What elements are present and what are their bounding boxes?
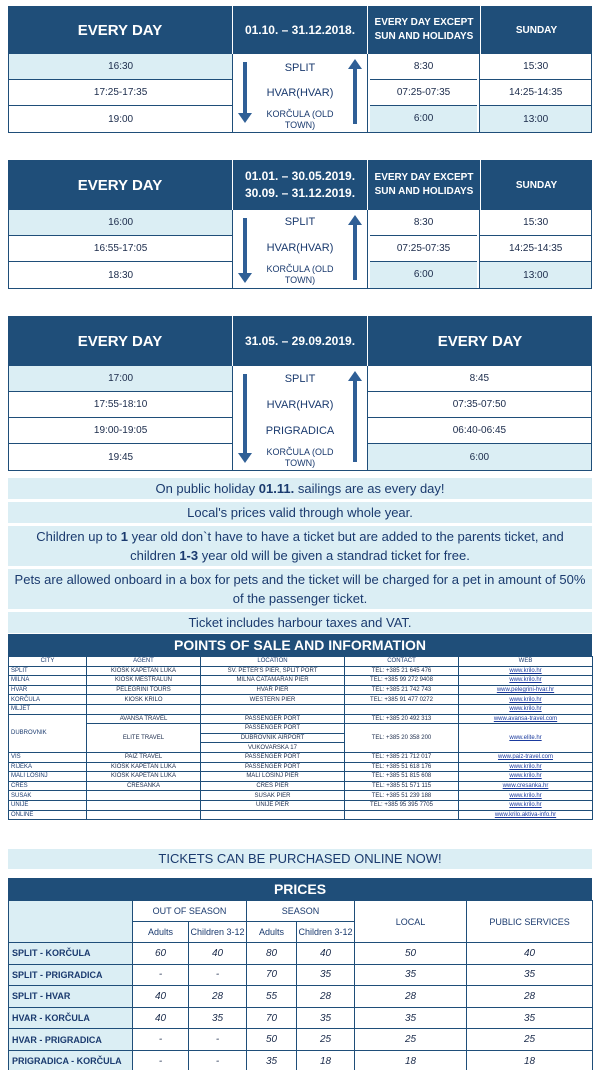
pets-note: Pets are allowed onboard in a box for pets and the ticket will be charged for a pet in amount of 50% of the passenger ticket. [8, 569, 592, 609]
up-arrow-icon [353, 224, 357, 280]
price-cell: - [189, 1050, 247, 1070]
city-cell: KORČULA [9, 695, 87, 705]
contact-cell: TEL: +385 21 742 743 [345, 685, 459, 695]
city-cell: MILNA [9, 676, 87, 686]
stop-name: KORČULA (OLD TOWN) [266, 264, 334, 285]
web-link[interactable]: www.krilo.hr [459, 695, 593, 705]
column-header: AGENT [87, 657, 201, 667]
return-time: 14:25-14:35 [480, 80, 591, 106]
price-cell: 55 [247, 986, 297, 1008]
location-cell [201, 810, 345, 820]
header-dates [233, 160, 368, 210]
web-link[interactable]: www.krilo.hr [459, 800, 593, 810]
agent-cell: KIOSK KRILO [87, 695, 201, 705]
agent-cell: KIOSK KAPETAN LUKA [87, 762, 201, 772]
price-cell: 28 [467, 986, 593, 1008]
header-every-day-return: EVERY DAY [368, 316, 592, 366]
route-name: HVAR - KORČULA [9, 1007, 133, 1029]
stop-name: SPLIT [284, 62, 316, 74]
location-cell: UNIJE PIER [201, 800, 345, 810]
price-cell: 18 [355, 1050, 467, 1070]
table-row [9, 810, 593, 820]
price-cell: 18 [297, 1050, 355, 1070]
city-cell: VIS [9, 752, 87, 762]
note-text: Children up to [36, 529, 121, 544]
contact-cell: TEL: +385 91 477 0272 [345, 695, 459, 705]
location-cell: SUSAK PIER [201, 791, 345, 801]
return-time: 07:25-07:35 [370, 236, 478, 262]
age-value: 1-3 [179, 548, 199, 563]
note-text: On public holiday [155, 481, 259, 496]
return-time: 14:25-14:35 [480, 236, 591, 262]
departure-time: 16:00 [9, 210, 232, 236]
table-row [9, 695, 593, 705]
stop-name: PRIGRADICA [265, 425, 335, 437]
route-name: PRIGRADICA - KORČULA [9, 1050, 133, 1070]
price-cell: 40 [133, 986, 189, 1008]
stop-name: KORČULA (OLD TOWN) [266, 447, 334, 468]
location-cell [201, 704, 345, 714]
note-text: year old don`t have to have a ticket but are added to the parents ticket, and children [128, 529, 564, 563]
schedule-block-1 [8, 6, 592, 133]
price-cell: 25 [467, 1029, 593, 1051]
return-time: 8:30 [370, 54, 478, 80]
location-cell: PASSENGER PORT [201, 714, 345, 724]
departure-time: 19:00-19:05 [9, 418, 232, 444]
children-note [8, 526, 592, 566]
location-cell: VUKOVARSKA 17 [201, 743, 345, 753]
web-link[interactable]: www.krilo.hr [459, 762, 593, 772]
header-dates: 31.05. – 29.09.2019. [233, 316, 368, 366]
location-cell: CRES PIER [201, 781, 345, 791]
agent-cell: PAIZ TRAVEL [87, 752, 201, 762]
contact-cell: TEL: +385 21 712 017 [345, 752, 459, 762]
price-row [9, 1050, 593, 1070]
city-cell: SUSAK [9, 791, 87, 801]
header-sunday: SUNDAY [481, 160, 592, 210]
web-link[interactable]: www.avansa-travel.com [459, 714, 593, 724]
agent-cell: KIOSK MEŠTRALUN [87, 676, 201, 686]
route-name: HVAR - PRIGRADICA [9, 1029, 133, 1051]
contact-cell: TEL: +385 51 239 188 [345, 791, 459, 801]
price-cell: 25 [297, 1029, 355, 1051]
agent-cell [87, 704, 201, 714]
holiday-date: 01.11. [258, 481, 295, 496]
web-link[interactable]: www.elite.hr [459, 724, 593, 753]
price-cell: - [133, 1029, 189, 1051]
web-link[interactable]: www.krilo.hr [459, 676, 593, 686]
price-row [9, 943, 593, 965]
price-cell: 35 [355, 1007, 467, 1029]
price-cell: 35 [189, 1007, 247, 1029]
note-text: year old will be given a standrad ticket for free. [198, 548, 470, 563]
price-cell: 28 [355, 986, 467, 1008]
agent-cell: ELITE TRAVEL [87, 724, 201, 753]
stop-name: HVAR(HVAR) [266, 87, 334, 99]
agent-cell: PELEGRINI TOURS [87, 685, 201, 695]
group-header: OUT OF SEASON [133, 901, 247, 922]
price-row [9, 1007, 593, 1029]
down-arrow-icon [243, 218, 247, 274]
return-time: 15:30 [480, 54, 591, 80]
price-cell: 35 [297, 1007, 355, 1029]
schedule-body [8, 54, 592, 133]
taxes-note: Ticket includes harbour taxes and VAT. [8, 612, 592, 633]
return-time: 07:25-07:35 [370, 80, 478, 106]
header-every-day: EVERY DAY [8, 160, 233, 210]
price-cell: 35 [297, 964, 355, 986]
city-cell: UNIJE [9, 800, 87, 810]
route-name: SPLIT - PRIGRADICA [9, 964, 133, 986]
route-stops [233, 366, 368, 470]
return-time: 07:35-07:50 [368, 392, 591, 418]
agent-cell [87, 791, 201, 801]
departure-time: 17:00 [9, 366, 232, 392]
price-cell: 35 [467, 1007, 593, 1029]
price-cell: 28 [297, 986, 355, 1008]
stop-name: SPLIT [284, 216, 316, 228]
price-cell: 35 [355, 964, 467, 986]
table-row [9, 676, 593, 686]
location-cell: MALI LOŠINJ PIER [201, 772, 345, 782]
departure-time: 16:30 [9, 54, 232, 80]
agent-cell: KIOSK KAPETAN LUKA [87, 666, 201, 676]
web-link[interactable]: www.cresanka.hr [459, 781, 593, 791]
departure-time: 16:55-17:05 [9, 236, 232, 262]
price-cell: 80 [247, 943, 297, 965]
route-name: SPLIT - HVAR [9, 986, 133, 1008]
departure-time: 19:00 [108, 113, 134, 125]
agent-cell [87, 800, 201, 810]
price-row [9, 986, 593, 1008]
prices-title: PRICES [8, 878, 592, 900]
city-cell: HVAR [9, 685, 87, 695]
stop-name: SPLIT [284, 373, 316, 385]
header-sunday: SUNDAY [481, 6, 592, 54]
price-cell: 50 [355, 943, 467, 965]
price-group-header-row [9, 901, 593, 922]
price-cell: 18 [467, 1050, 593, 1070]
price-cell: - [189, 964, 247, 986]
city-cell: MALI LOŠINJ [9, 772, 87, 782]
note-text: sailings are as every day! [294, 481, 445, 496]
up-arrow-icon [353, 380, 357, 462]
schedule-block-3 [8, 316, 592, 471]
location-cell: PASSENGER PORT [201, 762, 345, 772]
price-cell: 25 [355, 1029, 467, 1051]
date-range: 30.09. – 31.12.2019. [244, 186, 356, 200]
price-cell: 35 [467, 964, 593, 986]
sub-header: Children 3-12 [297, 922, 355, 943]
header-weekdays: EVERY DAY EXCEPT SUN AND HOLIDAYS [368, 160, 481, 210]
return-time: 6:00 [370, 106, 478, 132]
header-every-day: EVERY DAY [8, 6, 233, 54]
age-value: 1 [120, 529, 128, 544]
price-cell: 40 [189, 943, 247, 965]
stop-name: HVAR(HVAR) [266, 242, 334, 254]
location-cell: PASSENGER PORT [201, 752, 345, 762]
location-cell: DUBROVNIK AIRPORT [201, 733, 345, 743]
schedule-body [8, 210, 592, 289]
locals-note: Local's prices valid through whole year. [8, 502, 592, 523]
contact-cell: TEL: +385 20 358 200 [345, 724, 459, 753]
table-row [9, 704, 593, 714]
web-link[interactable]: www.paiz-travel.com [459, 752, 593, 762]
price-cell: 40 [133, 1007, 189, 1029]
contact-cell: TEL: +385 21 645 476 [345, 666, 459, 676]
notes-section [8, 478, 592, 636]
schedule-header [8, 160, 592, 210]
return-time: 8:30 [370, 210, 478, 236]
location-cell: PASSENGER PORT [201, 724, 345, 734]
agent-cell: AVANSA TRAVEL [87, 714, 201, 724]
stop-name: HVAR(HVAR) [266, 399, 334, 411]
web-link[interactable]: www.krilo.aktiva-info.hr [459, 810, 593, 820]
points-of-sale-title: POINTS OF SALE AND INFORMATION [8, 634, 592, 656]
group-header: PUBLIC SERVICES [467, 901, 593, 943]
price-cell: 70 [247, 1007, 297, 1029]
contact-cell: TEL: +385 51 618 176 [345, 762, 459, 772]
header-every-day: EVERY DAY [8, 316, 233, 366]
column-header: CONTACT [345, 657, 459, 667]
date-range: 01.01. – 30.05.2019. [244, 169, 356, 183]
schedule-block-2 [8, 160, 592, 289]
agent-cell: KIOSK KAPETAN LUKA [87, 772, 201, 782]
stop-name: KORČULA (OLD TOWN) [266, 109, 334, 130]
contact-cell: TEL: +385 99 272 9408 [345, 676, 459, 686]
prices-section [8, 878, 592, 1070]
down-arrow-icon [243, 62, 247, 114]
column-header: CITY [9, 657, 87, 667]
price-cell: - [133, 964, 189, 986]
departure-time: 17:25-17:35 [9, 80, 232, 106]
web-link[interactable]: www.krilo.hr [459, 704, 593, 714]
up-arrow-icon [353, 68, 357, 124]
contact-cell: TEL: +385 20 492 313 [345, 714, 459, 724]
schedule-header [8, 6, 592, 54]
header-dates: 01.10. – 31.12.2018. [233, 6, 368, 54]
table-row [9, 714, 593, 724]
group-header: LOCAL [355, 901, 467, 943]
table-row [9, 772, 593, 782]
city-cell: SPLIT [9, 666, 87, 676]
return-time: 13:00 [480, 106, 591, 132]
location-cell: HVAR PIER [201, 685, 345, 695]
return-time: 6:00 [368, 444, 591, 470]
contact-cell: TEL: +385 95 395 7705 [345, 800, 459, 810]
return-time: 06:40-06:45 [368, 418, 591, 444]
price-cell: 70 [247, 964, 297, 986]
price-row [9, 1029, 593, 1051]
schedule-body [8, 366, 592, 471]
location-cell: WESTERN PIER [201, 695, 345, 705]
return-time: 8:45 [368, 366, 591, 392]
price-cell: - [189, 1029, 247, 1051]
table-row [9, 791, 593, 801]
group-header: SEASON [247, 901, 355, 922]
route-header-blank [9, 901, 133, 943]
table-row [9, 666, 593, 676]
table-row [9, 752, 593, 762]
points-of-sale [8, 634, 592, 820]
agent-cell [87, 810, 201, 820]
city-cell: ONLINE [9, 810, 87, 820]
return-time: 15:30 [480, 210, 591, 236]
web-link[interactable]: www.krilo.hr [459, 666, 593, 676]
column-header: WEB [459, 657, 593, 667]
price-cell: - [133, 1050, 189, 1070]
sub-header: Adults [247, 922, 297, 943]
header-weekdays: EVERY DAY EXCEPT SUN AND HOLIDAYS [368, 6, 481, 54]
price-cell: 35 [247, 1050, 297, 1070]
departure-time: 17:55-18:10 [9, 392, 232, 418]
departure-time: 18:30 [108, 269, 134, 281]
price-cell: 60 [133, 943, 189, 965]
city-cell: DUBROVNIK [9, 714, 87, 752]
route-stops [233, 210, 368, 288]
table-row [9, 724, 593, 734]
return-time: 6:00 [370, 262, 478, 288]
web-link[interactable]: www.krilo.hr [459, 791, 593, 801]
table-header-row [9, 657, 593, 667]
table-row [9, 781, 593, 791]
holiday-note [8, 478, 592, 499]
table-row [9, 762, 593, 772]
table-row [9, 800, 593, 810]
contact-cell: TEL: +385 51 571 115 [345, 781, 459, 791]
route-stops [233, 54, 368, 132]
location-cell: SV. PETER'S PIER, SPLIT PORT [201, 666, 345, 676]
city-cell: CRES [9, 781, 87, 791]
contact-cell: TEL: +385 51 815 608 [345, 772, 459, 782]
city-cell: RIJEKA [9, 762, 87, 772]
down-arrow-icon [243, 374, 247, 454]
agent-cell: CRESANKA [87, 781, 201, 791]
sub-header: Adults [133, 922, 189, 943]
return-time: 13:00 [480, 262, 591, 288]
price-cell: 40 [297, 943, 355, 965]
table-row [9, 685, 593, 695]
price-cell: 28 [189, 986, 247, 1008]
location-cell: MILNA CATAMARAN PIER [201, 676, 345, 686]
web-link[interactable]: www.krilo.hr [459, 772, 593, 782]
price-cell: 40 [467, 943, 593, 965]
departure-time: 19:45 [108, 451, 134, 463]
column-header: LOCATION [201, 657, 345, 667]
contact-cell [345, 704, 459, 714]
web-link[interactable]: www.pelegrini-hvar.hr [459, 685, 593, 695]
sub-header: Children 3-12 [189, 922, 247, 943]
online-purchase-banner: TICKETS CAN BE PURCHASED ONLINE NOW! [8, 849, 592, 869]
price-cell: 50 [247, 1029, 297, 1051]
points-of-sale-table [8, 656, 593, 820]
city-cell: MLJET [9, 704, 87, 714]
prices-table [8, 900, 593, 1070]
route-name: SPLIT - KORČULA [9, 943, 133, 965]
schedule-header [8, 316, 592, 366]
price-row [9, 964, 593, 986]
contact-cell [345, 810, 459, 820]
